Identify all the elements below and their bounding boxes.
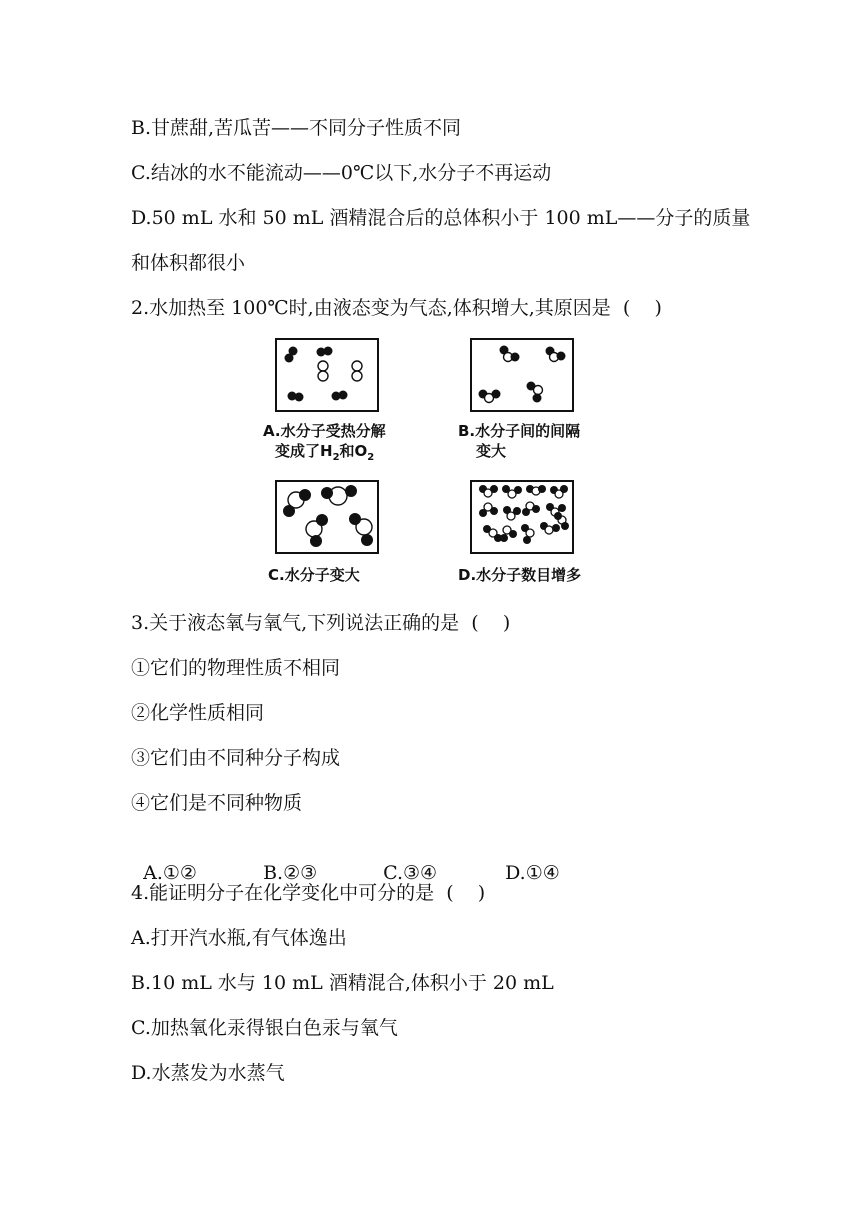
- q1-option-d-continued: 和体积都很小: [131, 252, 246, 274]
- q3-options: [131, 837, 560, 885]
- q3-stem: 3.关于液态氧与氧气,下列说法正确的是 ( ): [131, 612, 511, 634]
- q4-option-c: C.加热氧化汞得银白色汞与氧气: [131, 1017, 398, 1039]
- q1-option-b: B.甘蔗甜,苦瓜苦——不同分子性质不同: [131, 117, 462, 139]
- panel-d-caption: D.水分子数目增多: [458, 566, 582, 584]
- q4-option-b: B.10 mL 水与 10 mL 酒精混合,体积小于 20 mL: [131, 972, 554, 994]
- panel-a-caption-1: A.水分子受热分解: [263, 422, 386, 440]
- panel-b-caption-1: B.水分子间的间隔: [458, 422, 581, 440]
- panel-c-caption: C.水分子变大: [268, 566, 360, 584]
- q4-option-a: A.打开汽水瓶,有气体逸出: [131, 927, 347, 949]
- q1-option-d: D.50 mL 水和 50 mL 酒精混合后的总体积小于 100 mL——分子的质量: [131, 207, 751, 229]
- panel-c-diagram: [275, 480, 379, 554]
- q3-statement-4: ④它们是不同种物质: [131, 792, 303, 814]
- q2-stem: 2.水加热至 100℃时,由液态变为气态,体积增大,其原因是 ( ): [131, 297, 662, 319]
- q3-option-a: A.①②: [143, 862, 197, 884]
- panel-b-diagram: [470, 338, 574, 412]
- q4-stem: 4.能证明分子在化学变化中可分的是 ( ): [131, 882, 486, 904]
- q3-statement-3: ③它们由不同种分子构成: [131, 747, 341, 769]
- q3-statement-2: ②化学性质相同: [131, 702, 265, 724]
- panel-b-caption-2: 变大: [476, 442, 507, 460]
- q3-statement-1: ①它们的物理性质不相同: [131, 657, 341, 679]
- panel-a-diagram: [275, 338, 379, 412]
- q3-option-c: C.③④: [383, 862, 438, 884]
- q1-option-c: C.结冰的水不能流动——0℃以下,水分子不再运动: [131, 162, 552, 184]
- panel-a-caption-2: 变成了$H_2$和$O_2$: [275, 442, 375, 463]
- q3-option-d: D.①④: [505, 862, 560, 884]
- q3-option-b: B.②③: [263, 862, 318, 884]
- q4-option-d: D.水蒸发为水蒸气: [131, 1062, 285, 1084]
- panel-d-diagram: [470, 480, 574, 554]
